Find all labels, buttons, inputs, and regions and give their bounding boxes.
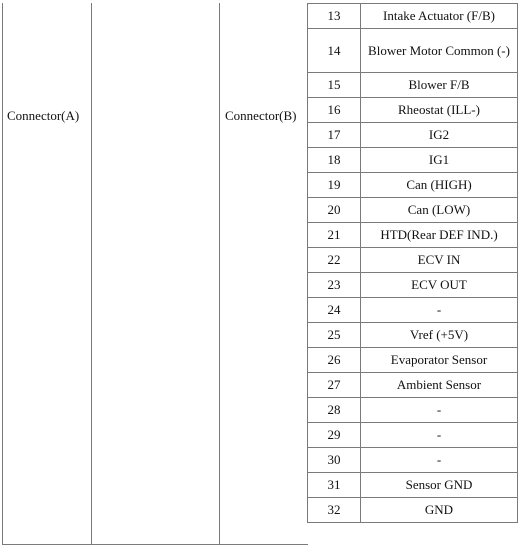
table-row	[308, 29, 518, 73]
pin-number: 19	[308, 173, 361, 198]
pin-description: Blower F/B	[361, 73, 518, 98]
pin-number: 21	[308, 223, 361, 248]
pin-number: 13	[308, 4, 361, 29]
table-row	[308, 148, 518, 173]
pin-number: 24	[308, 298, 361, 323]
pin-description: Evaporator Sensor	[361, 348, 518, 373]
pin-description: Vref (+5V)	[361, 323, 518, 348]
table-row	[308, 273, 518, 298]
pin-description: IG2	[361, 123, 518, 148]
table-row	[308, 498, 518, 523]
pin-description: Sensor GND	[361, 473, 518, 498]
pin-number: 20	[308, 198, 361, 223]
pin-description: -	[361, 448, 518, 473]
pin-description: HTD(Rear DEF IND.)	[361, 223, 518, 248]
pin-description: ECV IN	[361, 248, 518, 273]
table-row	[308, 223, 518, 248]
pin-number: 32	[308, 498, 361, 523]
pin-number: 27	[308, 373, 361, 398]
pin-number: 16	[308, 98, 361, 123]
pin-description: -	[361, 423, 518, 448]
table-row	[308, 398, 518, 423]
pin-description: GND	[361, 498, 518, 523]
pin-description: ECV OUT	[361, 273, 518, 298]
table-row	[308, 323, 518, 348]
column-divider-2	[219, 3, 220, 545]
pin-number: 25	[308, 323, 361, 348]
pin-description: Intake Actuator (F/B)	[361, 4, 518, 29]
table-row	[308, 373, 518, 398]
table-row	[308, 4, 518, 29]
pin-number: 31	[308, 473, 361, 498]
pin-number: 22	[308, 248, 361, 273]
pin-description: -	[361, 298, 518, 323]
table-row	[308, 248, 518, 273]
table-border-bottom	[2, 544, 308, 545]
pin-number: 14	[308, 29, 361, 73]
connector-a-label: Connector(A)	[7, 108, 80, 123]
pin-number: 26	[308, 348, 361, 373]
pin-number: 29	[308, 423, 361, 448]
table-row	[308, 173, 518, 198]
table-row	[308, 73, 518, 98]
pin-description: Ambient Sensor	[361, 373, 518, 398]
pin-number: 17	[308, 123, 361, 148]
table-row	[308, 98, 518, 123]
pin-number: 30	[308, 448, 361, 473]
connector-b-label: Connector(B)	[225, 108, 297, 123]
table-row	[308, 198, 518, 223]
pin-description: Can (HIGH)	[361, 173, 518, 198]
pin-number: 15	[308, 73, 361, 98]
pin-description: IG1	[361, 148, 518, 173]
table-row	[308, 298, 518, 323]
table-row	[308, 123, 518, 148]
column-divider-1	[91, 3, 92, 545]
pin-number: 18	[308, 148, 361, 173]
pin-table	[307, 3, 518, 523]
table-row	[308, 473, 518, 498]
table-row	[308, 348, 518, 373]
pin-number: 23	[308, 273, 361, 298]
pin-description: -	[361, 398, 518, 423]
pin-description: Rheostat (ILL-)	[361, 98, 518, 123]
table-border-left	[2, 3, 3, 545]
table-row	[308, 448, 518, 473]
pin-description: Can (LOW)	[361, 198, 518, 223]
pin-description: Blower Motor Common (-)	[361, 29, 518, 73]
table-row	[308, 423, 518, 448]
pin-number: 28	[308, 398, 361, 423]
